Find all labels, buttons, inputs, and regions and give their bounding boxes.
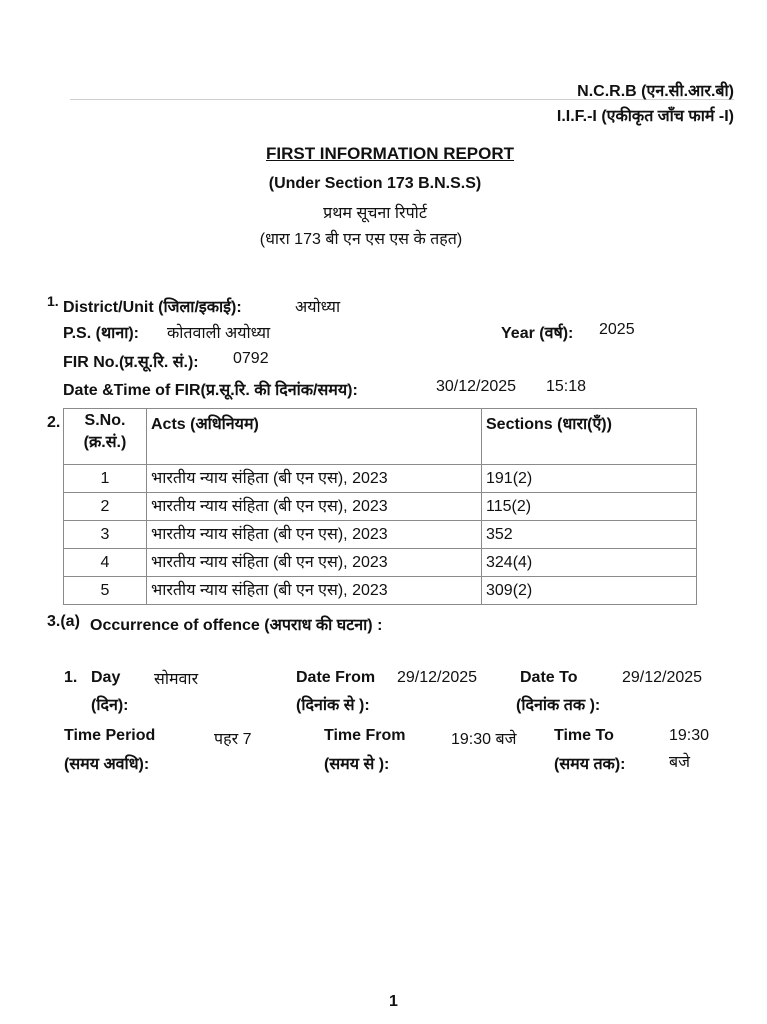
time-from-value: 19:30 बजे: [451, 731, 517, 748]
date-to-label: Date To: [520, 669, 578, 686]
time-to-value: 19:30: [669, 727, 710, 744]
fir-no-value: 0792: [233, 350, 269, 367]
date-from-value: 29/12/2025: [397, 669, 478, 686]
district-label: District/Unit (जिला/इकाई):: [63, 299, 242, 316]
time-period-label-hindi: (समय अवधि):: [64, 756, 150, 773]
section1-number: 1.: [47, 293, 59, 309]
section2-number: 2.: [47, 414, 61, 431]
row-act: भारतीय न्याय संहिता (बी एन एस), 2023: [147, 465, 482, 493]
row-act: भारतीय न्याय संहिता (बी एन एस), 2023: [147, 577, 482, 605]
fir-time-value: 15:18: [546, 378, 587, 395]
acts-header: Acts (अधिनियम): [147, 409, 482, 465]
time-period-label: Time Period: [64, 727, 156, 744]
row-act: भारतीय न्याय संहिता (बी एन एस), 2023: [147, 549, 482, 577]
row-section: 352: [482, 521, 697, 549]
time-to-label-hindi: (समय तक):: [554, 756, 626, 773]
district-value: अयोध्या: [295, 299, 341, 316]
row-section: 324(4): [482, 549, 697, 577]
ps-value: कोतवाली अयोध्या: [167, 325, 271, 342]
table-row: [64, 493, 697, 521]
report-title-hindi: प्रथम सूचना रिपोर्ट: [323, 205, 427, 222]
date-to-label-hindi: (दिनांक तक ):: [516, 697, 601, 714]
row-section: 115(2): [482, 493, 697, 521]
row-sno: 1: [64, 465, 147, 493]
date-from-label: Date From: [296, 669, 376, 686]
acts-table: [63, 408, 697, 605]
report-title: FIRST INFORMATION REPORT: [265, 144, 515, 163]
row-section: 191(2): [482, 465, 697, 493]
row-sno: 3: [64, 521, 147, 549]
occurrence-item-number: 1.: [64, 669, 78, 686]
iif-label: I.I.F.-I (एकीकृत जाँच फार्म -I): [556, 108, 734, 125]
time-period-value: पहर 7: [214, 731, 252, 748]
time-to-suffix: बजे: [669, 754, 691, 771]
table-row: [64, 465, 697, 493]
row-act: भारतीय न्याय संहिता (बी एन एस), 2023: [147, 521, 482, 549]
report-subtitle: (Under Section 173 B.N.S.S): [268, 175, 482, 192]
time-from-label: Time From: [324, 727, 406, 744]
day-label-hindi: (दिन):: [91, 697, 129, 714]
section3-heading: Occurrence of offence (अपराध की घटना) :: [90, 617, 383, 634]
section3-number: 3.(a): [47, 613, 80, 630]
report-subtitle-hindi: (धारा 173 बी एन एस एस के तहत): [259, 231, 463, 248]
fir-date-value: 30/12/2025: [436, 378, 517, 395]
year-value: 2025: [599, 321, 635, 338]
day-value: सोमवार: [154, 671, 199, 688]
sno-header-en: S.No.: [84, 412, 126, 429]
table-row: [64, 549, 697, 577]
time-from-label-hindi: (समय से ):: [324, 756, 390, 773]
sno-header-hi: (क्र.सं.): [83, 434, 127, 451]
fir-no-label: FIR No.(प्र.सू.रि. सं.):: [63, 354, 199, 371]
row-sno: 5: [64, 577, 147, 605]
table-row: [64, 577, 697, 605]
row-act: भारतीय न्याय संहिता (बी एन एस), 2023: [147, 493, 482, 521]
row-section: 309(2): [482, 577, 697, 605]
date-to-value: 29/12/2025: [622, 669, 703, 686]
date-from-label-hindi: (दिनांक से ):: [296, 697, 370, 714]
fir-datetime-label: Date &Time of FIR(प्र.सू.रि. की दिनांक/समय):: [63, 382, 358, 399]
row-sno: 2: [64, 493, 147, 521]
table-header-row: [64, 409, 697, 465]
time-to-label: Time To: [554, 727, 614, 744]
page-number: 1: [389, 993, 398, 1010]
day-label: Day: [91, 669, 121, 686]
row-sno: 4: [64, 549, 147, 577]
sections-header: Sections (धारा(एँ)): [482, 409, 697, 465]
sno-header: [64, 409, 147, 465]
ncrb-label: N.C.R.B (एन.सी.आर.बी): [577, 83, 734, 100]
ps-label: P.S. (थाना):: [63, 325, 139, 342]
table-row: [64, 521, 697, 549]
year-label: Year (वर्ष):: [501, 325, 574, 342]
